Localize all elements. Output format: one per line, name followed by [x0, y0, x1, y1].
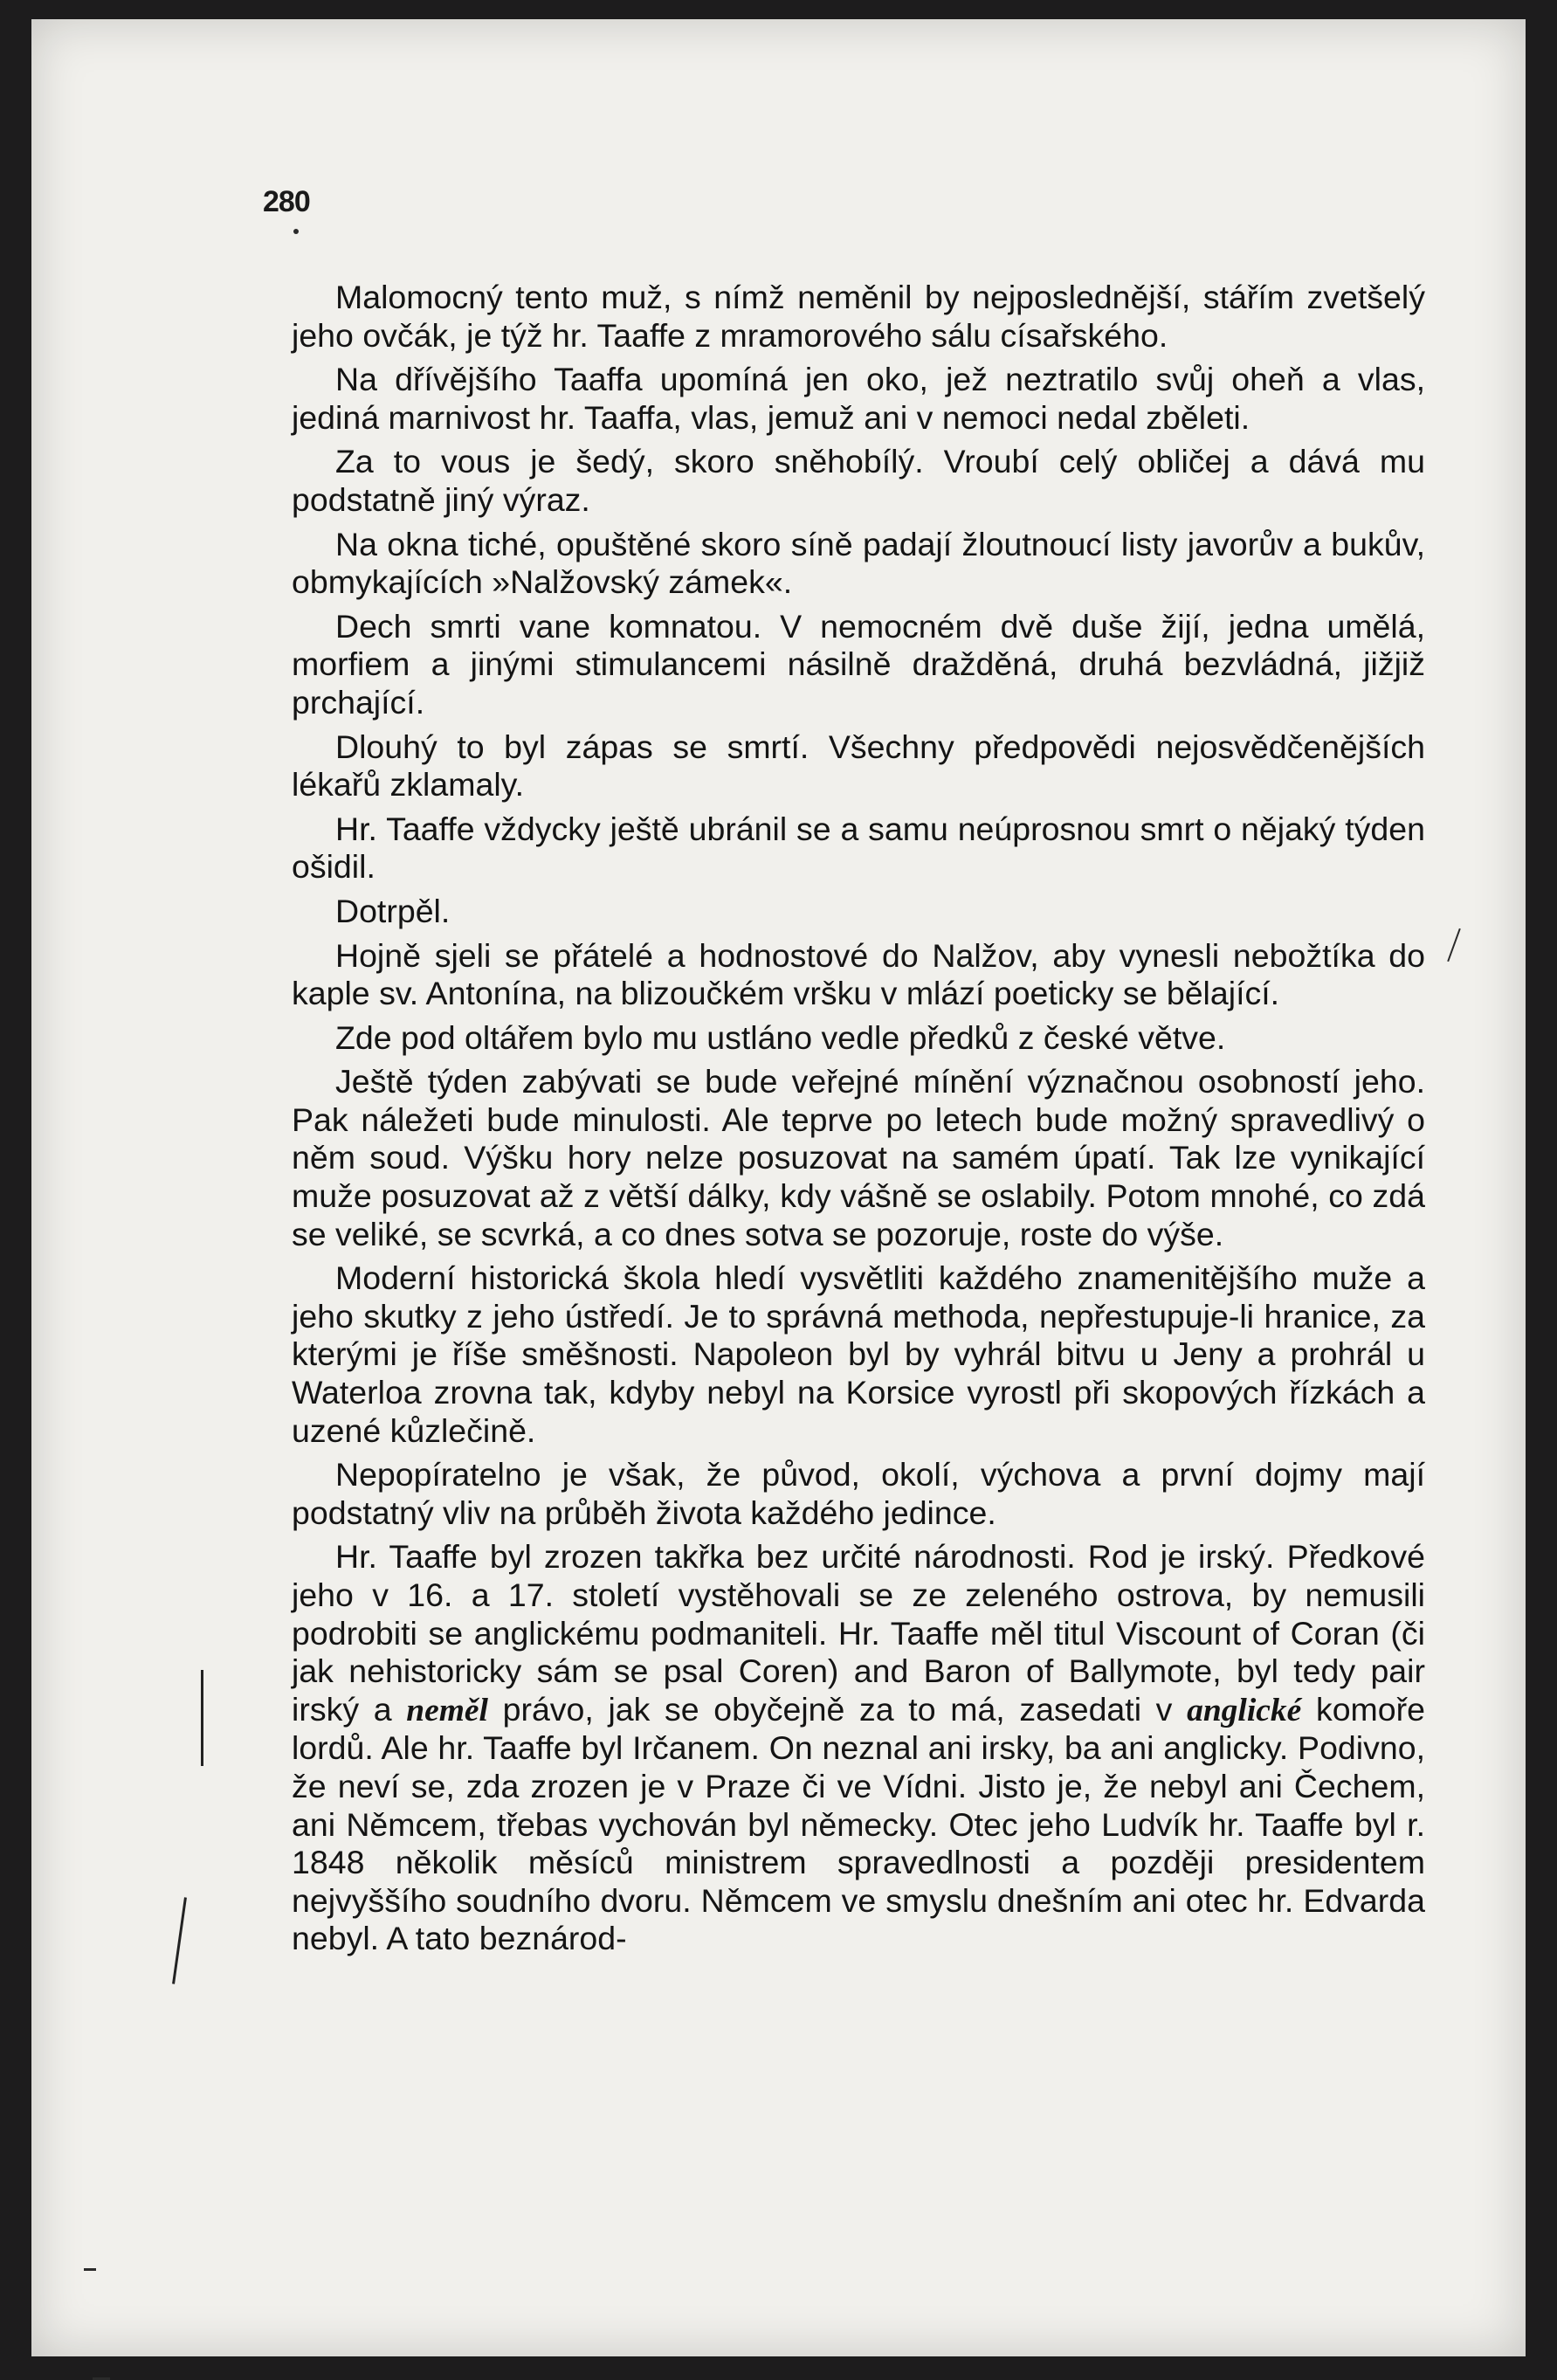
- paragraph: Dech smrti vane komnatou. V nemocném dvě duše žijí, jedna umělá, morfiem a jinými stimulancemi násilně dražděná, druhá bezvládná, jižjiž prchající.: [292, 607, 1425, 721]
- paragraph-text: Hr. Taaffe byl zrozen takřka bez určité národnosti. Rod je irský. Předkové jeho v 16. a 17. století vystěhovali se ze zeleného ostrova, by nemusili podrobiti se anglickému podmaniteli. Hr. Taaffe měl titul Viscount of Coran (či jak nehistoricky sám se psal Coren) and Baron of Ballymote, byl tedy pair irský a: [292, 1538, 1425, 1728]
- scan-speck: [293, 229, 299, 234]
- margin-mark: [172, 1897, 187, 1983]
- paragraph-text: právo, jak se obyčejně za to má, zasedati v: [487, 1690, 1188, 1728]
- paragraph: Moderní historická škola hledí vysvětliti každého znamenitějšího muže a jeho skutky z jeho ústředí. Je to správná methoda, nepřestupuje-li hranice, za kterými je říše směšnosti. Napoleon byl by vyhrál bitvu u Jeny a prohrál u Waterloa zrovna tak, kdyby nebyl na Korsice vyrostl při skopových řízkách a uzené kůzlečině.: [292, 1259, 1425, 1449]
- paragraph: Hr. Taaffe vždycky ještě ubránil se a samu neúprosnou smrt o nějaký týden ošidil.: [292, 810, 1425, 886]
- paragraph: Dotrpěl.: [335, 892, 451, 929]
- paragraph: Ještě týden zabývati se bude veřejné mínění význačnou osobností jeho. Pak náležeti bude minulosti. Ale teprve po letech bude možný spravedlivý o něm soud. Výšku hory nelze posuzovat na samém úpatí. Tak lze vynikající muže posuzovat až z větší dálky, kdy vášně se oslabily. Potom mnohé, co zdá se veliké, se scvrká, a co dnes sotva se pozoruje, roste do výše.: [292, 1063, 1425, 1252]
- paragraph: Hojně sjeli se přátelé a hodnostové do Nalžov, aby vynesli nebožtíka do kaple sv. Antonína, na blizoučkém vršku v mlází poeticky se bělající.: [292, 936, 1425, 1012]
- paragraph-last: [292, 1538, 1425, 1958]
- scan-speck: [1447, 928, 1461, 962]
- paragraph: Zde pod oltářem bylo mu ustláno vedle předků z české větve.: [335, 1018, 1226, 1056]
- book-page: [31, 19, 1526, 2356]
- emphasis-text: neměl: [406, 1692, 488, 1728]
- paragraph: Dlouhý to byl zápas se smrtí. Všechny předpovědi nejosvědčenějších lékařů zklamaly.: [292, 728, 1425, 804]
- paragraph: Za to vous je šedý, skoro sněhobílý. Vroubí celý obličej a dává mu podstatně jiný výraz.: [292, 443, 1425, 518]
- paragraph: Na okna tiché, opuštěné skoro síně padají žloutnoucí listy javorův a bukův, obmykajících »Nalžovský zámek«.: [292, 525, 1425, 601]
- scan-speck: [84, 2268, 96, 2271]
- paragraph: Na dřívějšího Taaffa upomíná jen oko, jež neztratilo svůj oheň a vlas, jediná marnivost hr. Taaffa, vlas, jemuž ani v nemoci nedal zběleti.: [292, 361, 1425, 436]
- emphasis-text: anglické: [1187, 1692, 1302, 1728]
- paragraph: Malomocný tento muž, s nímž neměnil by nejposlednější, stářím zvetšelý jeho ovčák, je týž hr. Taaffe z mramorového sálu císařského.: [292, 279, 1425, 354]
- paragraph: Nepopíratelno je však, že původ, okolí, výchova a první dojmy mají podstatný vliv na průběh života každého jedince.: [292, 1456, 1425, 1531]
- paragraph-text: komoře lordů. Ale hr. Taaffe byl Irčanem. On neznal ani irsky, ba ani anglicky. Podivno, že neví se, zda zrozen je v Praze či ve Vídni. Jisto je, že nebyl ani Čechem, ani Němcem, třebas vychován byl německy. Otec jeho Ludvík hr. Taaffe byl r. 1848 několik měsíců ministrem spravedlnosti a později presidentem nejvyššího soudního dvoru. Němcem ve smyslu dnešním ani otec hr. Edvarda nebyl. A tato beznárod-: [292, 1690, 1425, 1957]
- margin-mark: [201, 1670, 203, 1766]
- body-text: [292, 279, 1425, 1964]
- page-number: 280: [263, 185, 310, 218]
